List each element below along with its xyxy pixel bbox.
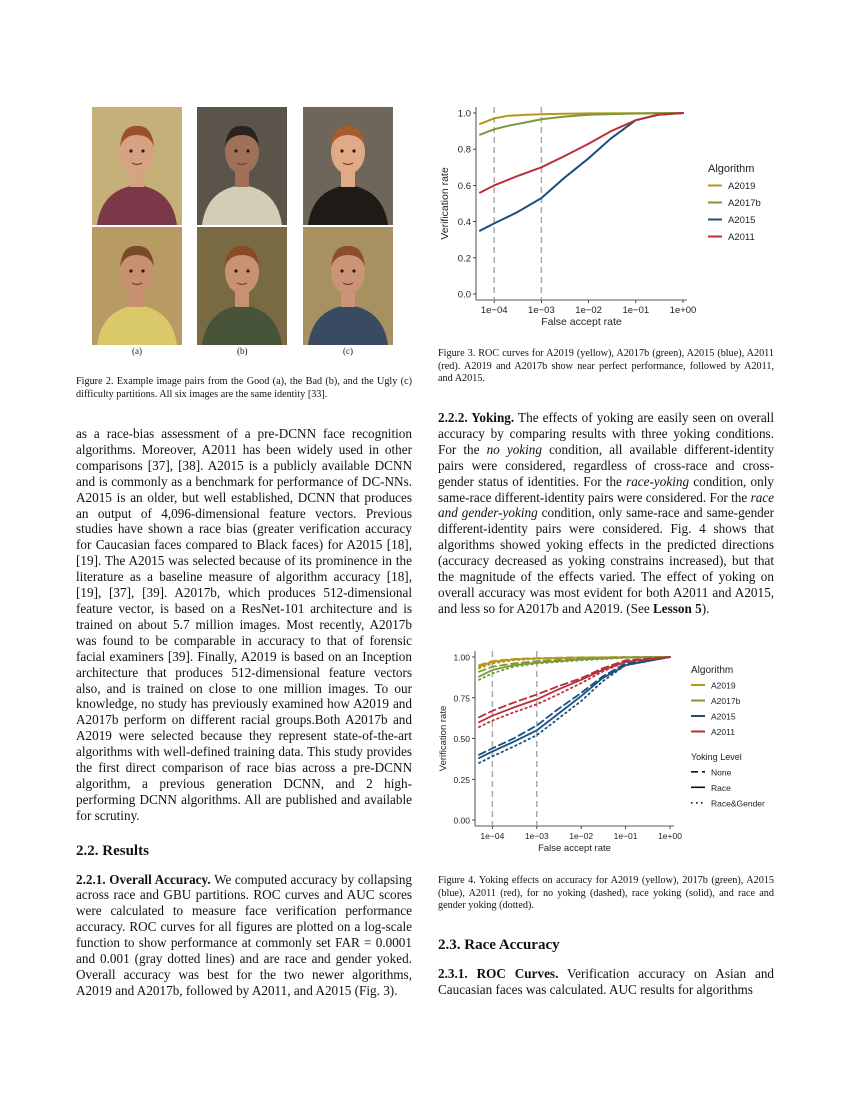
panel-label-c: (c) — [343, 346, 353, 356]
paragraph-text: condition, only same-race different-identity pairs were considered. For the — [438, 473, 774, 505]
subsection-heading-overall-accuracy: 2.2.1. Overall Accuracy. — [76, 871, 211, 887]
paragraph: We computed accuracy by collapsing across race and GBU partitions. ROC curves and AUC scores were calculated to measure face verification performance accuracy. ROC curves for all figures are plotted on a log-scale function to show performance at commonly set FAR = 0.0001 and 0.001 (gray dotted lines) and are race and gender yoked. Overall accuracy was best for the two newer algorithms, A2019 and A2017b, followed by A2011, and A2015 (Fig. 3). — [76, 871, 413, 998]
legend-item-a2015: A2015 — [728, 215, 756, 226]
legend-item-race-gender: Race&Gender — [711, 798, 765, 809]
x-tick-label: 1e+00 — [658, 831, 682, 841]
face-image — [303, 107, 393, 225]
figure-2-caption: Figure 2. Example image pairs from the Good (a), the Bad (b), and the Ugly (c) difficulty partitions. All six images are the same identity [33]. — [76, 376, 412, 400]
x-tick-label: 1e−01 — [622, 305, 650, 316]
bold-text: Lesson 5 — [653, 600, 702, 616]
legend-title: Algorithm — [708, 163, 755, 175]
legend-item-a2019: A2019 — [711, 680, 736, 691]
legend-item-a2011: A2011 — [728, 232, 755, 243]
y-tick-label: 0.6 — [457, 180, 471, 192]
figure-3-chart — [436, 100, 776, 340]
legend-title: Yoking Level — [691, 751, 742, 762]
legend-item-a2015: A2015 — [711, 711, 736, 722]
x-tick-label: 1e−02 — [569, 831, 594, 841]
legend-item-a2011: A2011 — [711, 727, 735, 737]
paragraph-text: condition, only same-race and same-gender different-identity pairs were considered. Fig. 4 shows that algorithms showed yoking effects in the predicted directions (accuracy decreased as yoking constrains increased), but that the magnitude of the effects varied. The effect of yoking on overall accuracy was most evident for both A2011 and A2015, and less so for A2017b and A2019. (See — [438, 505, 774, 616]
legend-item-none: None — [711, 767, 732, 778]
figure-3-caption: Figure 3. ROC curves for A2019 (yellow), A2017b (green), A2015 (blue), A2011 (red). A2019 and A2017b show near perfect performance, followed by A2011, and A2015. — [438, 348, 774, 385]
y-tick-label: 1.0 — [457, 108, 471, 120]
x-tick-label: 1e+00 — [669, 305, 697, 316]
y-axis-label: Verification rate — [438, 705, 449, 772]
x-tick-label: 1e−03 — [524, 831, 549, 841]
face-image — [303, 227, 393, 345]
x-axis-label: False accept rate — [538, 843, 611, 854]
section-heading-race-accuracy: 2.3. Race Accuracy — [438, 937, 560, 953]
subsection-heading-yoking: 2.2.2. Yoking. — [438, 410, 515, 425]
subsection-heading-roc-curves: 2.3.1. ROC Curves. — [438, 965, 559, 981]
x-tick-label: 1e−01 — [613, 831, 638, 841]
legend-item-a2017b: A2017b — [728, 198, 761, 209]
paragraph-text: condition, all available different-identity pairs were considered, regardless of cross-race and cross-gender status of identities. For the — [438, 441, 775, 489]
y-tick-label: 0.00 — [453, 815, 470, 826]
y-tick-label: 1.00 — [453, 652, 470, 663]
figure-2 — [90, 105, 392, 365]
panel-label-b: (b) — [237, 346, 248, 356]
figure-4-chart — [436, 645, 776, 863]
right-column-race-accuracy — [438, 938, 774, 998]
emphasis-text: race-yoking — [626, 473, 690, 489]
series-line-a2015-race — [479, 657, 670, 758]
face-image — [92, 227, 182, 345]
face-image — [92, 107, 182, 225]
legend-title: Algorithm — [691, 665, 734, 676]
emphasis-text: race and gender-yoking — [438, 489, 774, 521]
legend-item-a2017b: A2017b — [711, 696, 741, 706]
face-image — [197, 227, 287, 345]
y-axis-label: Verification rate — [439, 167, 451, 240]
y-tick-label: 0.50 — [453, 734, 470, 744]
emphasis-text: no yoking — [486, 441, 542, 457]
series-line-a2015 — [480, 113, 683, 231]
paragraph-text: ). — [701, 600, 710, 616]
x-tick-label: 1e−04 — [480, 831, 505, 841]
series-line-a2011-race-gender — [479, 657, 670, 727]
right-column-yoking — [438, 410, 774, 617]
legend-item-race: Race — [711, 782, 731, 793]
legend-item-a2019: A2019 — [728, 181, 756, 192]
panel-label-a: (a) — [132, 346, 142, 356]
figure-4-caption: Figure 4. Yoking effects on accuracy for A2019 (yellow), 2017b (green), A2015 (blue), A2011 (red), for no yoking (dashed), race yoking (solid), and race and gender yoking (dotted). — [438, 875, 774, 912]
section-heading-results: 2.2. Results — [76, 842, 149, 859]
y-tick-label: 0.2 — [457, 253, 471, 265]
paragraph: Verification accuracy on Asian and Caucasian faces was calculated. AUC results for algorithms — [438, 965, 775, 997]
y-tick-label: 0.8 — [457, 144, 471, 156]
x-tick-label: 1e−03 — [528, 305, 555, 316]
left-column — [76, 426, 412, 999]
face-image — [197, 107, 287, 225]
x-tick-label: 1e−04 — [480, 305, 508, 316]
y-tick-label: 0.4 — [457, 217, 471, 229]
paragraph: as a race-bias assessment of a pre-DCNN face recognition algorithms. Moreover, A2011 has been widely used in other comparisons [37], [38]. A2015 is a publicly available DCNN and is commonly as a benchmark for performance of DC-NNs. A2015 is an older, but well established, DCNN that produces an output of 4,096-dimensional feature vectors. Previous studies have shown a race bias (greater verification accuracy for Caucasian faces compared to Black faces) for A2015 [18], [19]. The A2015 was selected because of its prominence in the literature as a baseline measure of algorithm accuracy [18], [19], [37], [39]. A2017b, which produces 512-dimensional feature vector, is based on a ResNet-101 architecture and is trained on about 5.7 million images. Most recently, A2017b was found to be comparable in accuracy to that of forensic facial examiners [39]. Finally, A2019 is based on an Inception architecture that produces 512-dimensional feature vectors also, and is trained on close to one million images. To our knowledge, no study has previously examined how A2019 and A2017b perform on different racial groups.Both A2017b and A2019 were selected because they represent state-of-the-art algorithms with well-defined training data. This study provides the first direct comparison of race bias across a pre-DCNN algorithm, a previous generation DCNN, and 2 high-performing DCNN algorithms. All are published and available for scrutiny. — [76, 426, 412, 823]
x-tick-label: 1e−02 — [575, 305, 602, 316]
y-tick-label: 0.0 — [457, 289, 471, 301]
y-tick-label: 0.75 — [453, 693, 470, 704]
paragraph-text: The effects of yoking are easily seen on overall accuracy by comparing results with three yoking conditions. For the — [438, 410, 774, 457]
x-axis-label: False accept rate — [541, 316, 622, 328]
y-tick-label: 0.25 — [453, 774, 470, 785]
